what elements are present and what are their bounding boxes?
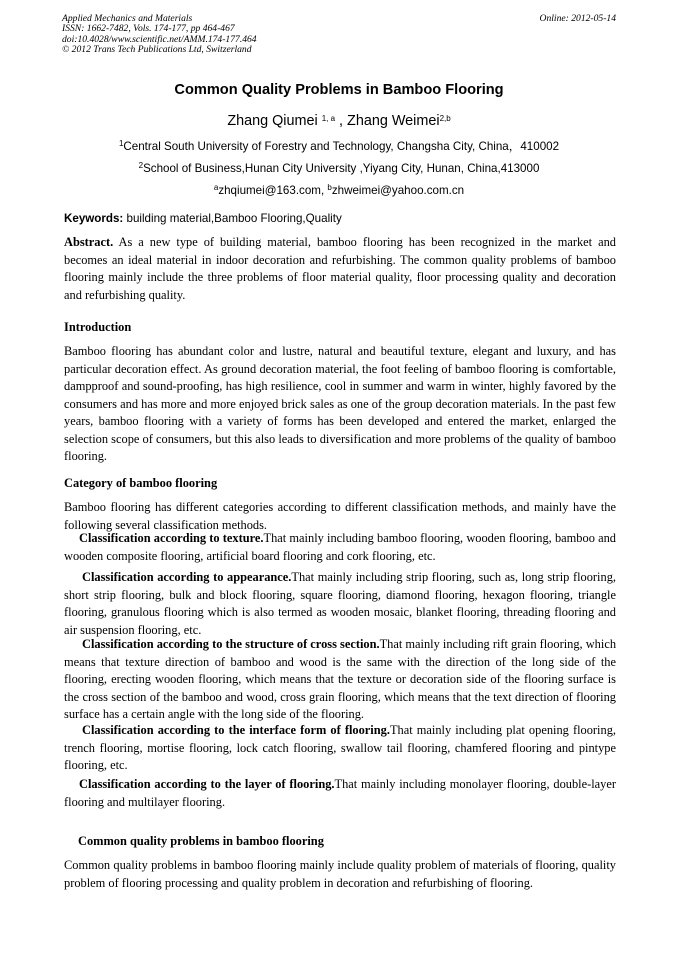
affiliation-1-text: Central South University of Forestry and Technology, Changsha City, China，410002 [123,140,560,153]
classification-layer-label: Classification according to the layer of flooring. [79,777,335,791]
email-a-mark: a [213,183,219,192]
keywords-text: building material,Bamboo Flooring,Quality [123,212,342,225]
introduction-paragraph: Bamboo flooring has abundant color and lustre, natural and beautiful texture, elegant and luxury, and has particular decoration effect. As ground decoration material, the foot feeling of bamboo flooring is comfortable, dampproof and sound-proofing, has high resilience, cool in summer and warm in winter, highly favored by the consumers and has more and more enjoyed brick sales as one of the group decoration materials. In the past few years, bamboo flooring with a variety of forms has been developed and entered the market, enlarged the selection scope of consumers, but this also leads to diversification and more problems of the quality of bamboo flooring. [64,344,616,463]
classification-cross-section-label: Classification according to the structure of cross section. [82,637,380,651]
classification-appearance-text: That mainly including strip flooring, such as, long strip flooring, short strip flooring, bulk and block flooring, square flooring, diamond flooring, hexagon flooring, triangle flooring, granulous flooring which is also termed as wooden mosaic, blanket flooring, threading flooring and air suspension flooring, etc. [64,570,616,637]
author-separator: , [335,113,348,129]
author-1-affiliation-mark: 1, a [321,114,336,123]
classification-interface-text: That mainly including plat opening flooring, trench flooring, mortise flooring, lock catch flooring, swallow tail flooring, chamfered flooring and pintype flooring, etc. [64,723,616,772]
author-1: Zhang Qiumei [227,113,318,129]
email-b-mark: b [327,183,332,192]
email-a[interactable]: zhqiumei@163.com, [218,184,328,197]
classification-interface-label: Classification according to the interface form of flooring. [82,723,390,737]
category-intro-paragraph: Bamboo flooring has different categories according to different classification methods, and mainly have the following several classification methods. [64,500,616,532]
author-2: Zhang Weimei [347,113,440,129]
classification-layer [64,776,616,811]
abstract-text: As a new type of building material, bamboo flooring has been recognized in the market and becomes an ideal material in indoor decoration and refurbishing. The common quality problems of bamboo flooring mainly include the three problems of floor material quality, floor processing quality and decoration and refurbishing quality. [64,235,616,302]
classification-layer-text: That mainly including monolayer flooring, double-layer flooring and multilayer flooring. [64,777,616,809]
affiliation-2-mark: 2 [138,161,144,170]
email-line [0,184,678,197]
email-b[interactable]: zhweimei@yahoo.com.cn [331,184,465,197]
classification-cross-section [64,636,616,724]
common-problems-heading: Common quality problems in bamboo flooring [78,834,324,848]
paper-title: Common Quality Problems in Bamboo Flooring [174,82,504,98]
abstract-paragraph [64,234,616,304]
affiliation-1 [0,138,678,154]
classification-appearance [64,569,616,639]
classification-texture-text: That mainly including bamboo flooring, wooden flooring, bamboo and wooden composite flooring, artificial board flooring and cork flooring, etc. [64,531,616,563]
doi-line: doi:10.4028/www.scientific.net/AMM.174-177.464 [62,33,257,45]
classification-interface [64,722,616,775]
online-date: Online: 2012-05-14 [539,13,616,24]
abstract-label: Abstract. [64,235,114,249]
keywords [64,212,616,225]
copyright-line: © 2012 Trans Tech Publications Ltd, Switzerland [62,44,252,56]
category-heading: Category of bamboo flooring [64,476,218,490]
affiliation-1-mark: 1 [118,139,124,148]
affiliation-2 [0,162,678,175]
classification-texture [64,530,616,565]
common-problems-paragraph: Common quality problems in bamboo flooring mainly include quality problem of materials of flooring, quality problem of flooring processing and quality problem in decoration and refurbishing of flooring. [64,858,616,890]
author-line [0,113,678,129]
affiliation-2-text: School of Business,Hunan City University ,Yiyang City, Hunan, China,413000 [143,162,540,175]
author-2-affiliation-mark: 2,b [439,114,451,123]
introduction-heading: Introduction [64,320,132,334]
issn-line: ISSN: 1662-7482, Vols. 174-177, pp 464-467 [62,23,235,35]
classification-appearance-label: Classification according to appearance. [82,570,292,584]
classification-cross-section-text: That mainly including rift grain flooring, which means that texture direction of bamboo and wood is the same with the direction of the long side of the flooring, erecting wooden flooring, which means that the texture or decoration side of the flooring surface is the cross section of the bamboo and wood, cross grain flooring, which means that the text direction of flooring surface has a certain angle with the long side of the flooring. [64,637,617,721]
keywords-label: Keywords: [64,212,124,225]
journal-name: Applied Mechanics and Materials [62,13,193,24]
journal-header [62,14,616,56]
classification-texture-label: Classification according to texture. [79,531,264,545]
